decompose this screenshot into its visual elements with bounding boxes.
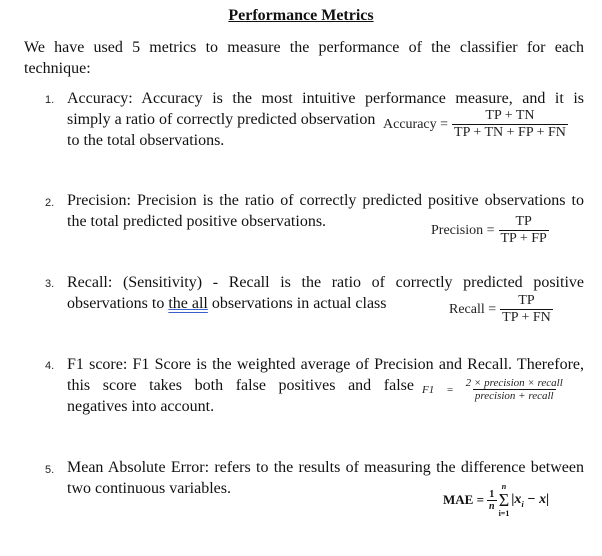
f1-formula-lhs: F1 (422, 383, 435, 396)
mae-formula (443, 482, 549, 518)
f1-formula-equals: = (446, 383, 454, 396)
mae-term (511, 492, 549, 509)
item-2-line-2: the total predicted positive observations. (67, 213, 327, 230)
summation-sign (499, 482, 510, 518)
list-number-3: 3. (45, 278, 55, 290)
list-number-1: 1. (45, 94, 55, 106)
f1-denominator: precision + recall (474, 390, 554, 402)
accuracy-denominator: TP + TN + FP + FN (454, 125, 566, 140)
sigma-icon: Σ (498, 490, 510, 510)
item-1-line-1: Accuracy: Accuracy is the most intuitive performance measure, and it is (67, 90, 584, 107)
item-5-line-1: Mean Absolute Error: refers to the results of measuring the difference between (67, 459, 584, 476)
accuracy-fraction (452, 108, 568, 141)
list-number-2: 2. (45, 197, 55, 209)
precision-formula-lhs: Precision = (431, 222, 495, 238)
item-3-line-2 (67, 293, 387, 314)
item-5-line-2: two continuous variables. (67, 480, 231, 497)
accuracy-formula-lhs: Accuracy = (383, 116, 449, 132)
list-number-5: 5. (45, 464, 55, 476)
grammar-flagged-text[interactable]: the all (168, 295, 208, 312)
precision-fraction (499, 214, 549, 247)
mae-term-subscript: i (521, 499, 524, 509)
mae-fraction-denominator: n (489, 500, 495, 512)
item-3-line-2-end: observations in actual class (211, 295, 387, 312)
precision-formula (431, 214, 549, 247)
list-number-4: 4. (45, 360, 55, 372)
precision-denominator: TP + FP (500, 231, 547, 246)
precision-numerator: TP (515, 214, 532, 229)
recall-fraction (500, 293, 553, 326)
f1-fraction (464, 377, 565, 402)
item-1-line-3: to the total observations. (67, 132, 225, 149)
intro-paragraph: We have used 5 metrics to measure the performance of the classifier for each technique: (24, 39, 584, 77)
item-3-line-2-start: observations to (67, 295, 165, 312)
sum-upper-limit: n (501, 482, 507, 491)
recall-formula (449, 293, 553, 326)
item-4-line-1: F1 score: F1 Score is the weighted average of Precision and Recall. Therefore, (67, 356, 584, 373)
item-2-line-1: Precision: Precision is the ratio of correctly predicted positive observations to (67, 192, 584, 209)
item-4-line-2: this score takes both false positives and false (67, 377, 414, 394)
sum-lower-limit: i=1 (498, 509, 510, 518)
accuracy-formula (383, 108, 568, 141)
recall-numerator: TP (518, 293, 535, 308)
item-3-line-1: Recall: (Sensitivity) - Recall is the ratio of correctly predicted positive (67, 274, 584, 291)
item-4-line-3: negatives into account. (67, 398, 215, 415)
mae-term-x: |x (511, 491, 522, 507)
mae-term-tail: − x| (527, 491, 550, 507)
page-title: Performance Metrics (228, 7, 374, 24)
f1-formula (422, 377, 565, 402)
mae-fraction (487, 489, 497, 512)
mae-formula-lhs: MAE = (443, 492, 484, 507)
mae-fraction-numerator: 1 (489, 488, 495, 500)
recall-formula-lhs: Recall = (449, 301, 497, 317)
recall-denominator: TP + FN (502, 310, 551, 325)
f1-numerator: 2 × precision × recall (465, 377, 563, 389)
item-1-line-2: simply a ratio of correctly predicted observation (67, 111, 376, 128)
accuracy-numerator: TP + TN (485, 108, 535, 123)
